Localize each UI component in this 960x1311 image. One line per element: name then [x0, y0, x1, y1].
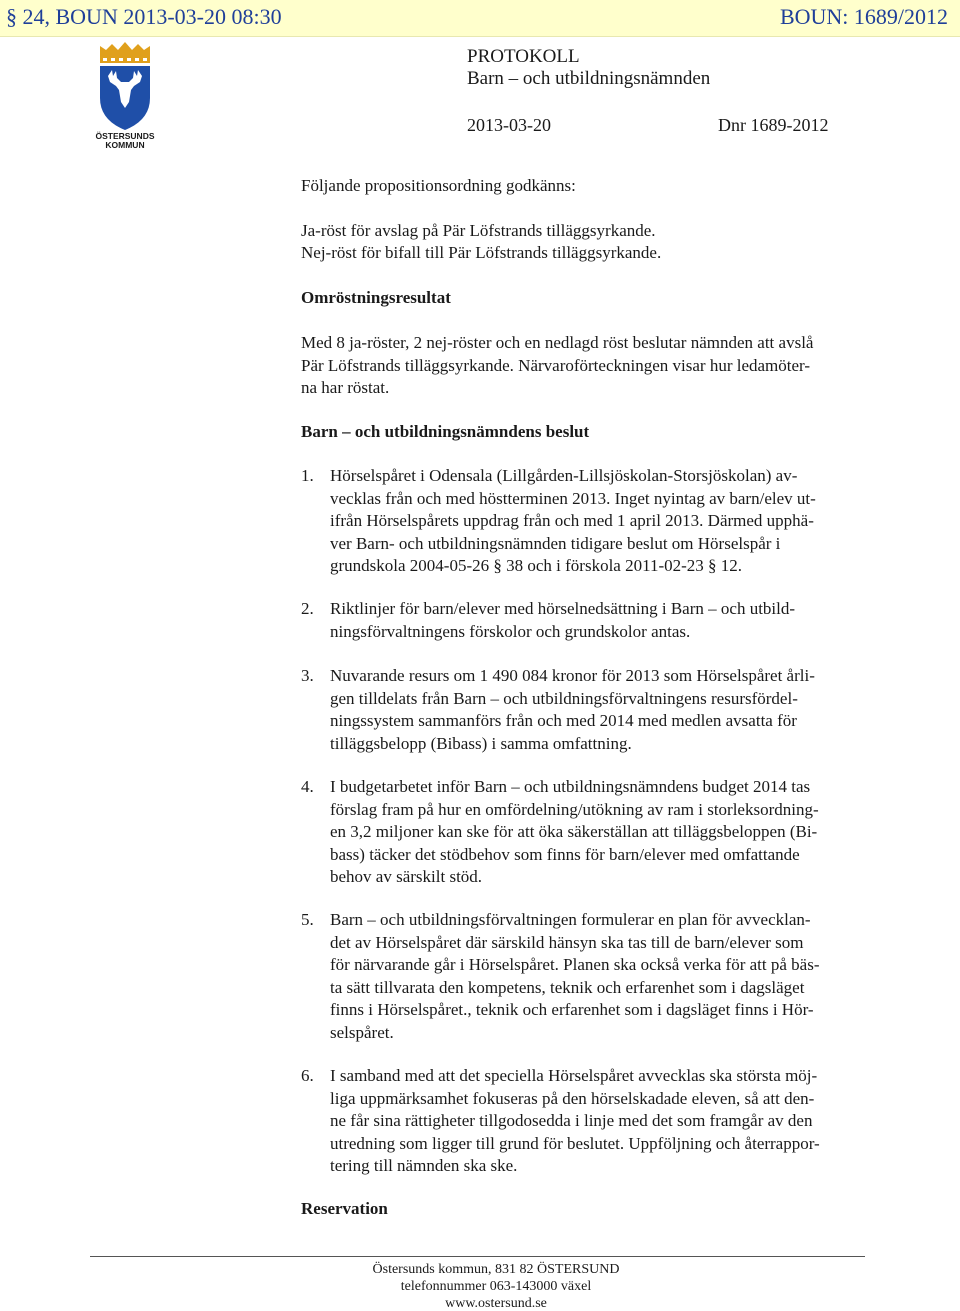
footer-phone: telefonnummer 063-143000 växel: [400, 1279, 592, 1294]
document-banner: [0, 0, 960, 37]
meeting-date: 2013-03-20: [467, 115, 551, 135]
item-number: 3.: [301, 666, 314, 685]
item-line: det av Hörselspåret där särskild hänsyn ska tas till de barn/elever som: [330, 932, 804, 952]
item-line: Nuvarande resurs om 1 490 084 kronor för 2013 som Hörselspåret årli-: [330, 666, 815, 685]
footer-website[interactable]: www.ostersund.se: [445, 1296, 547, 1311]
decision-item-3: [301, 665, 885, 755]
item-line: selspåret.: [330, 1022, 394, 1042]
item-line: vecklas från och med höstterminen 2013. Inget nyintag av barn/elev ut-: [330, 488, 816, 508]
banner-section-label: § 24, BOUN 2013-03-20 08:30: [6, 4, 282, 29]
item-line: utredning som ligger till grund för beslutet. Uppföljning och återrappor-: [330, 1133, 820, 1153]
item-line: behov av särskilt stöd.: [330, 867, 483, 886]
item-line: Barn – och utbildningsförvaltningen formulerar en plan för avvecklan-: [330, 910, 811, 929]
item-line: tering till nämnden ska ske.: [330, 1156, 518, 1175]
intro-text: Följande propositionsordning godkänns:: [301, 176, 576, 195]
item-line: grundskola 2004-05-26 § 38 och i förskola 2011-02-23 § 12.: [330, 556, 743, 575]
banner-case-number: BOUN: 1689/2012: [779, 4, 948, 29]
proposition-yes: Ja-röst för avslag på Pär Löfstrands tilläggsyrkande.: [301, 221, 656, 240]
footer-divider: [90, 1256, 865, 1257]
item-line: ne får sina rättigheter tillgodosedda i linje med det som framgår av den: [330, 1111, 813, 1130]
result-text: [301, 332, 813, 400]
item-number: 1.: [301, 466, 314, 485]
item-number: 4.: [301, 777, 314, 796]
item-number: 2.: [301, 599, 314, 618]
footer-address: Östersunds kommun, 831 82 ÖSTERSUND: [372, 1262, 620, 1277]
item-number: 5.: [301, 910, 314, 929]
decision-item-5: [301, 909, 885, 1044]
item-line: för närvarande går i Hörselspåret. Planen ska också verka för att på bäs-: [330, 955, 820, 974]
item-line: ta sätt tillvarata den kompetens, teknik och erfarenhet som i dagsläget: [330, 977, 805, 997]
item-line: gen tilldelats från Barn – och utbildningsförvaltningens resursfördel-: [330, 688, 798, 708]
decision-item-2: [301, 598, 885, 643]
decision-item-4: [301, 776, 885, 889]
item-line: Riktlinjer för barn/elever med hörselnedsättning i Barn – och utbild-: [330, 599, 796, 618]
reservation-heading: Reservation: [301, 1199, 388, 1218]
ostersund-logo: [94, 40, 156, 150]
item-line: ningsförvaltningens förskolor och grundskolor antas.: [330, 621, 691, 641]
item-line: ningssystem sammanförs från och med 2014 med medlen avsatta för: [330, 711, 797, 730]
logo-text-2: KOMMUN: [105, 140, 145, 150]
item-line: bass) täcker det stödbehov som finns för barn/elever med omfattande: [330, 844, 800, 864]
result-line: na har röstat.: [301, 378, 390, 397]
committee-name: Barn – och utbildningsnämnden: [467, 68, 711, 89]
decision-item-6: [301, 1065, 885, 1178]
logo-text-1: ÖSTERSUNDS: [95, 131, 155, 141]
result-line: Pär Löfstrands tilläggsyrkande. Närvaroförteckningen visar hur ledamöter-: [301, 355, 811, 375]
item-line: en 3,2 miljoner kan ske för att öka säkerställan att tilläggsbeloppen (Bi-: [330, 822, 818, 841]
decision-heading: Barn – och utbildningsnämndens beslut: [301, 422, 590, 441]
item-line: Hörselspåret i Odensala (Lillgården-Lillsjöskolan-Storsjöskolan) av-: [330, 466, 798, 485]
item-line: förslag fram på hur en omfördelning/utökning av ram i storleksordning-: [330, 799, 819, 819]
protocol-title: PROTOKOLL: [467, 46, 580, 67]
result-heading: Omröstningsresultat: [301, 288, 451, 307]
case-dnr: Dnr 1689-2012: [718, 115, 829, 135]
item-line: finns i Hörselspåret., teknik och erfarenhet som i dagsläget finns i Hör-: [330, 1000, 814, 1019]
coat-of-arms-icon: [94, 40, 156, 150]
item-line: ifrån Hörselspårets uppdrag från och med 1 april 2013. Därmed upphä-: [330, 511, 814, 530]
item-line: ver Barn- och utbildningsnämnden tidigare beslut om Hörselspår i: [330, 533, 781, 553]
result-line: Med 8 ja-röster, 2 nej-röster och en nedlagd röst beslutar nämnden att avslå: [301, 333, 814, 352]
proposition-no: Nej-röst för bifall till Pär Löfstrands tilläggsyrkande.: [301, 243, 662, 262]
item-number: 6.: [301, 1066, 314, 1085]
item-line: tilläggsbelopp (Bibass) i samma omfattning.: [330, 733, 632, 753]
decision-item-1: [301, 465, 885, 578]
item-line: I samband med att det speciella Hörselspåret avvecklas ska största möj-: [330, 1066, 818, 1085]
item-line: liga uppmärksamhet fokuseras på den hörselskadade eleven, så att den-: [330, 1088, 815, 1108]
item-line: I budgetarbetet inför Barn – och utbildningsnämndens budget 2014 tas: [330, 777, 811, 796]
